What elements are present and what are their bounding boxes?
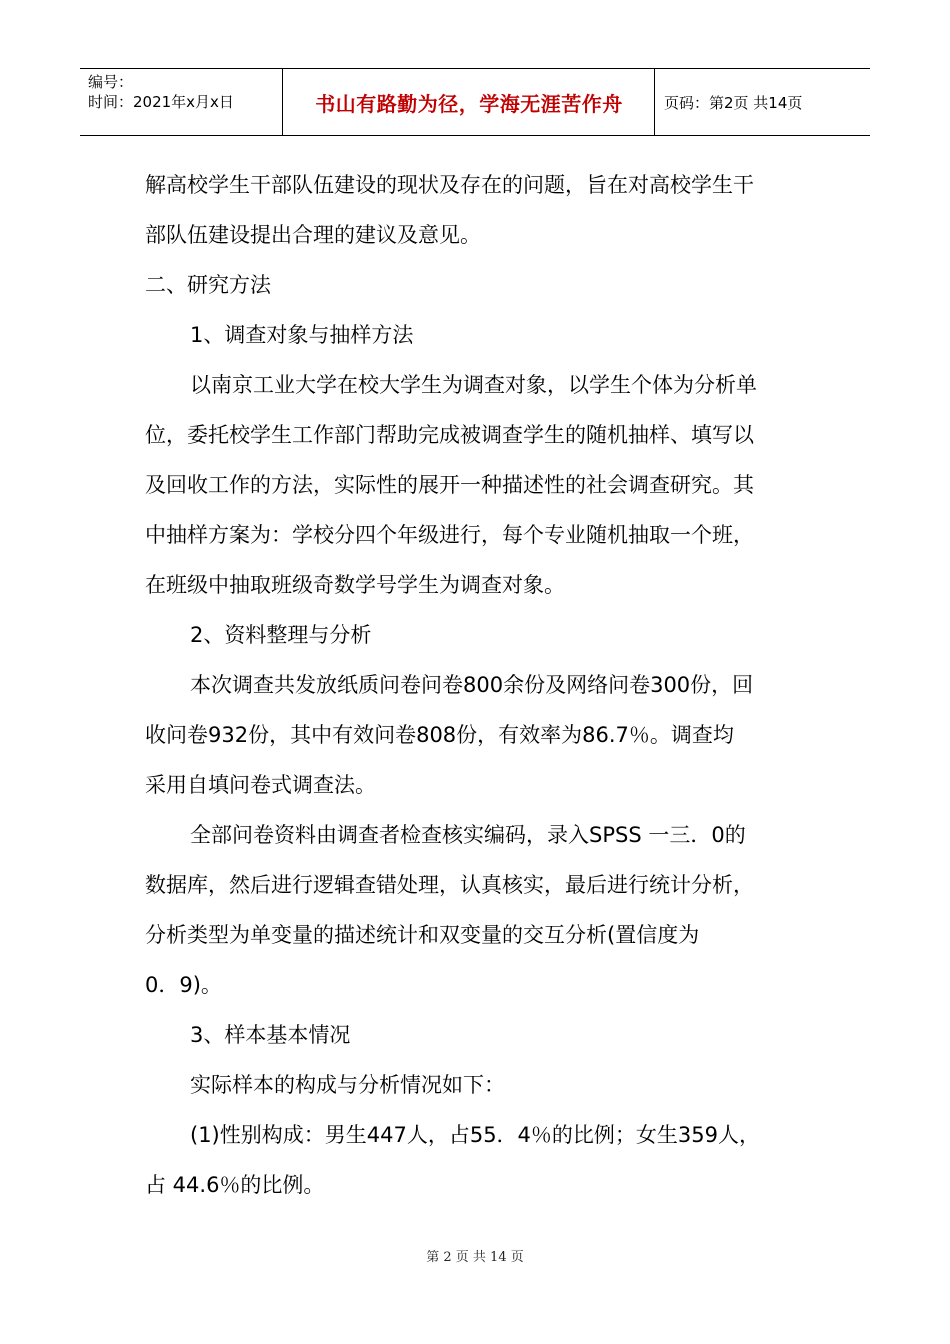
body-line: 在班级中抽取班级奇数学号学生为调查对象。 xyxy=(145,573,565,597)
body-line: 本次调查共发放纸质问卷问卷800余份及网络问卷300份，回 xyxy=(190,673,754,697)
body-line: (1)性别构成：男生447人，占55．4％的比例；女生359人， xyxy=(190,1123,760,1147)
body-line: 采用自填问卷式调查法。 xyxy=(145,773,376,797)
document-body xyxy=(145,160,815,1210)
body-line: 部队伍建设提出合理的建议及意见。 xyxy=(145,223,481,247)
body-line: 占 44.6％的比例。 xyxy=(145,1173,325,1197)
body-line: 0．9)。 xyxy=(145,973,222,997)
document-time-label: 时间：2021年x月x日 xyxy=(88,93,234,111)
page-header xyxy=(80,68,870,136)
page-footer: 第 2 页 共 14 页 xyxy=(426,1250,524,1265)
body-line: 分析类型为单变量的描述统计和双变量的交互分析(置信度为 xyxy=(145,923,700,947)
body-line: 实际样本的构成与分析情况如下： xyxy=(190,1073,505,1097)
header-meta xyxy=(88,72,234,112)
body-line: 解高校学生干部队伍建设的现状及存在的问题，旨在对高校学生干 xyxy=(145,173,754,197)
document-number-label: 编号： xyxy=(88,73,134,91)
header-motto: 书山有路勤为径，学海无涯苦作舟 xyxy=(315,91,623,116)
header-divider-left xyxy=(282,68,283,136)
subsection-heading: 1、调查对象与抽样方法 xyxy=(190,323,414,347)
header-divider-right xyxy=(654,68,655,136)
subsection-heading: 3、样本基本情况 xyxy=(190,1023,351,1047)
subsection-heading: 2、资料整理与分析 xyxy=(190,623,372,647)
body-line: 数据库，然后进行逻辑查错处理，认真核实，最后进行统计分析， xyxy=(145,873,754,897)
body-line: 收问卷932份，其中有效问卷808份，有效率为86.7％。调查均 xyxy=(145,723,734,747)
header-page-info: 页码：第2页 共14页 xyxy=(664,93,803,112)
body-line: 以南京工业大学在校大学生为调查对象，以学生个体为分析单 xyxy=(190,373,757,397)
body-line: 中抽样方案为：学校分四个年级进行，每个专业随机抽取一个班， xyxy=(145,523,754,547)
body-line: 及回收工作的方法，实际性的展开一种描述性的社会调查研究。其 xyxy=(145,473,754,497)
section-heading: 二、研究方法 xyxy=(145,273,271,297)
body-line: 全部问卷资料由调查者检查核实编码，录入SPSS 一三．0的 xyxy=(190,823,746,847)
body-line: 位，委托校学生工作部门帮助完成被调查学生的随机抽样、填写以 xyxy=(145,423,754,447)
